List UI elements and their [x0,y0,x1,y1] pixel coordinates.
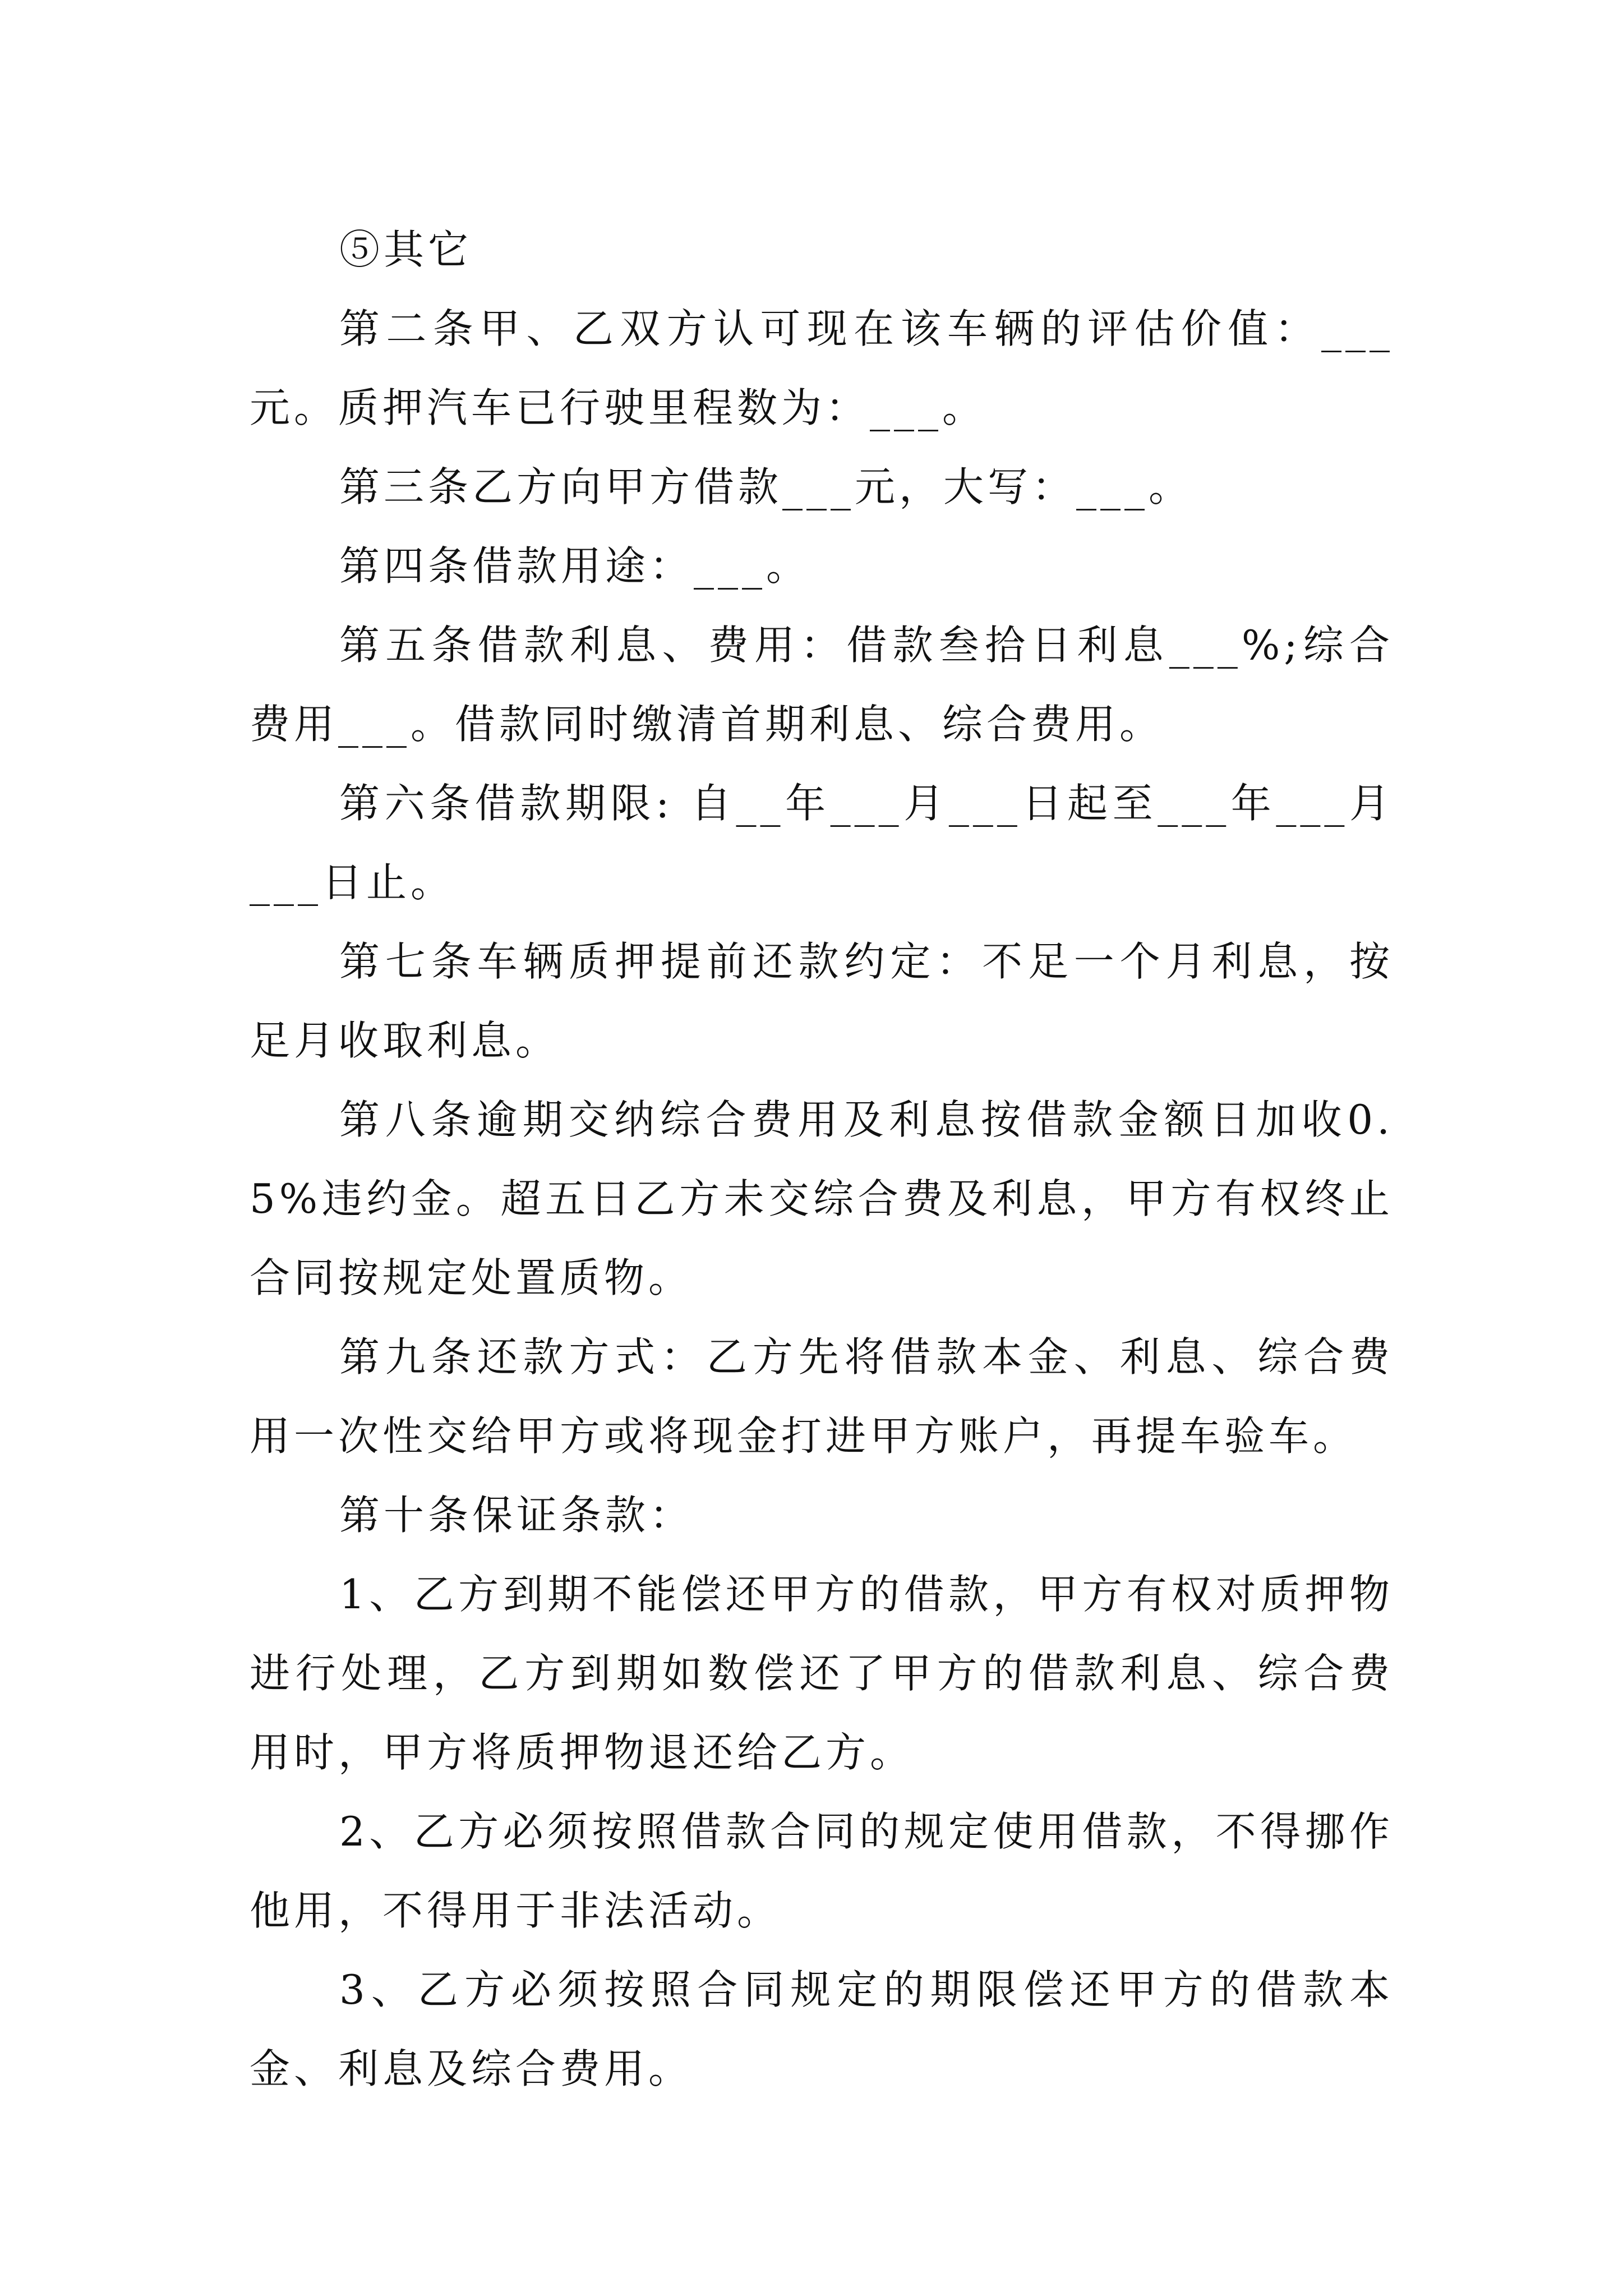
paragraph-article-10: 第十条保证条款： [339,1492,694,1539]
document-body [250,210,1394,2109]
paragraph-article-3: 第三条乙方向甲方借款___元，大写：___。 [339,463,1193,510]
paragraph-article-6: 第六条借款期限: 自__年___月___日起至___年___月___日止。 [250,780,1394,906]
paragraph-article-5: 第五条借款利息、费用：借款叁拾日利息___%;综合费用___。借款同时缴清首期利息、综合费用。 [250,622,1394,748]
paragraph-article-2: 第二条甲、乙双方认可现在该车辆的评估价值：___元。质押汽车已行驶里程数为：___。 [250,305,1394,431]
paragraph-clause-1: 1、乙方到期不能偿还甲方的借款，甲方有权对质押物进行处理，乙方到期如数偿还了甲方的借款利息、综合费用时，甲方将质押物退还给乙方。 [250,1571,1394,1776]
paragraph-clause-3: 3、乙方必须按照合同规定的期限偿还甲方的借款本金、利息及综合费用。 [250,1966,1394,2092]
paragraph-article-4: 第四条借款用途：___。 [339,542,811,590]
paragraph-article-8: 第八条逾期交纳综合费用及利息按借款金额日加收0.5%违约金。超五日乙方未交综合费及利息，甲方有权终止合同按规定处置质物。 [250,1096,1394,1301]
paragraph-other: ⑤其它 [339,226,473,273]
paragraph-article-9: 第九条还款方式：乙方先将借款本金、利息、综合费用一次性交给甲方或将现金打进甲方账户，再提车验车。 [250,1333,1394,1460]
paragraph-clause-2: 2、乙方必须按照借款合同的规定使用借款，不得挪作他用，不得用于非法活动。 [250,1808,1394,1934]
paragraph-article-7: 第七条车辆质押提前还款约定：不足一个月利息，按足月收取利息。 [250,938,1394,1064]
